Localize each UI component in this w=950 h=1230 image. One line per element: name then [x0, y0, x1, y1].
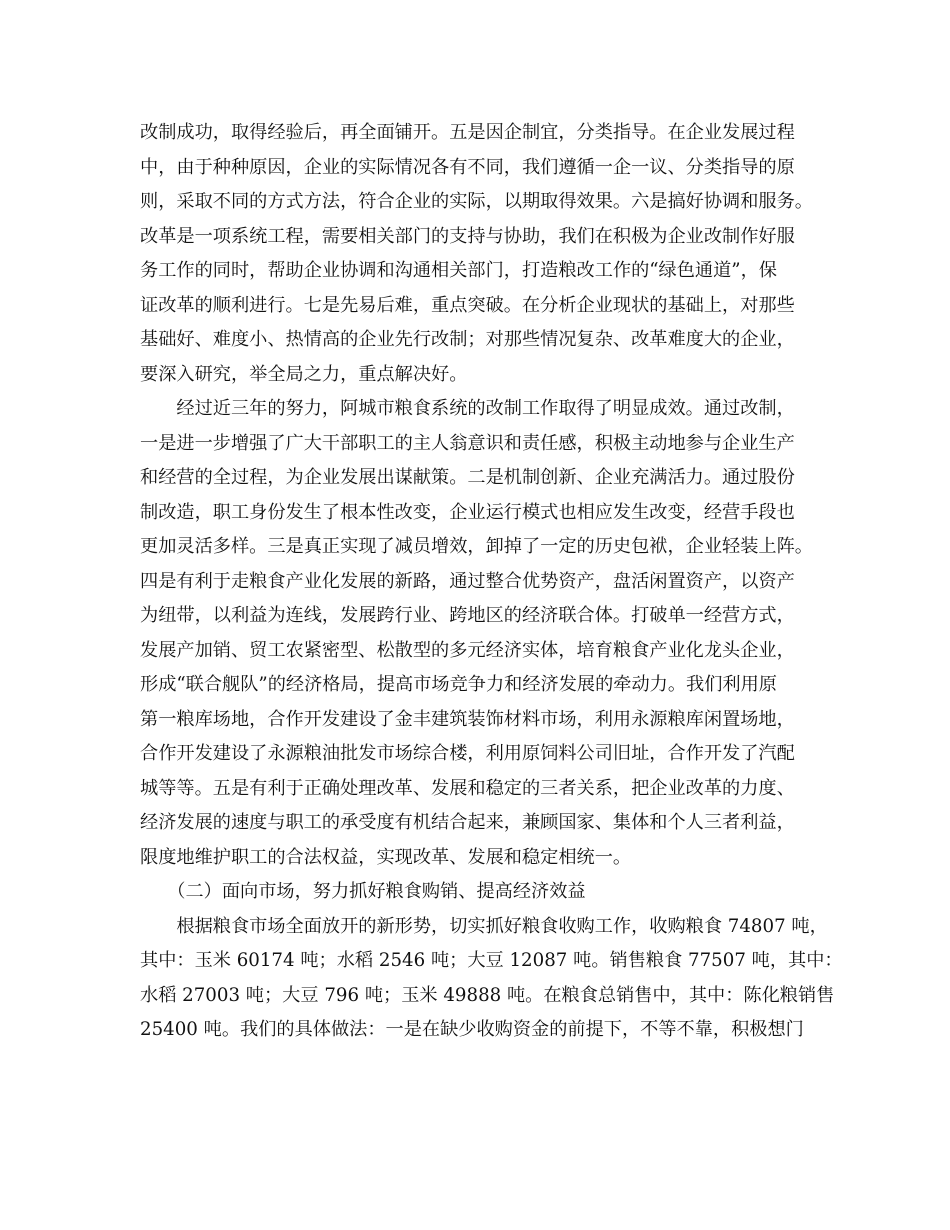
- text-line: 改革是一项系统工程，需要相关部门的支持与协助，我们在积极为企业改制作好服: [140, 225, 795, 247]
- text-line: 水稻 27003 吨；大豆 796 吨；玉米 49888 吨。在粮食总销售中，其中：陈化粮销售: [140, 984, 835, 1006]
- text-line: 基础好、难度小、热情高的企业先行改制；对那些情况复杂、改革难度大的企业，: [140, 329, 795, 350]
- text-line: 证改革的顺利进行。七是先易后难，重点突破。在分析企业现状的基础上，对那些: [140, 294, 795, 316]
- text-line: 发展产加销、贸工农紧密型、松散型的多元经济实体，培育粮食产业化龙头企业，: [140, 639, 795, 661]
- text-line: 制改造，职工身份发生了根本性改变，企业运行模式也相应发生改变，经营手段也: [140, 501, 795, 523]
- text-line: 为纽带，以利益为连线，发展跨行业、跨地区的经济联合体。打破单一经营方式，: [140, 605, 795, 626]
- text-line: 经过近三年的努力，阿城市粮食系统的改制工作取得了明显成效。通过改制，: [140, 398, 795, 419]
- section-heading: （二）面向市场，努力抓好粮食购销、提高经济效益: [140, 881, 586, 902]
- text-line: 四是有利于走粮食产业化发展的新路，通过整合优势资产，盘活闲置资产，以资产: [140, 570, 795, 592]
- text-line: 则，采取不同的方式方法，符合企业的实际，以期取得效果。六是搞好协调和服务。: [140, 191, 813, 212]
- text-line: 合作开发建设了永源粮油批发市场综合楼，利用原饲料公司旧址，合作开发了汽配: [140, 743, 795, 764]
- document-body: [140, 116, 843, 1048]
- text-line: 经济发展的速度与职工的承受度有机结合起来，兼顾国家、集体和个人三者利益，: [140, 812, 795, 833]
- text-line: 一是进一步增强了广大干部职工的主人翁意识和责任感，积极主动地参与企业生产: [140, 432, 795, 454]
- text-line: 和经营的全过程，为企业发展出谋献策。二是机制创新、企业充满活力。通过股份: [140, 467, 795, 488]
- text-line: 务工作的同时，帮助企业协调和沟通相关部门，打造粮改工作的“绿色通道”，保: [140, 260, 777, 281]
- text-line: 要深入研究，举全局之力，重点解决好。: [140, 363, 468, 385]
- text-line: 根据粮食市场全面放开的新形势，切实抓好粮食收购工作，收购粮食 74807 吨，: [140, 915, 828, 937]
- text-line: 25400 吨。我们的具体做法：一是在缺少收购资金的前提下，不等不靠，积极想门: [140, 1019, 804, 1040]
- text-line: 其中：玉米 60174 吨；水稻 2546 吨；大豆 12087 吨。销售粮食 77507 吨，其中：: [140, 950, 843, 971]
- text-line: 限度地维护职工的合法权益，实现改革、发展和稳定相统一。: [140, 846, 632, 868]
- text-line: 中，由于种种原因，企业的实际情况各有不同，我们遵循一企一议、分类指导的原: [140, 156, 795, 178]
- text-line: 城等等。五是有利于正确处理改革、发展和稳定的三者关系，把企业改革的力度、: [140, 777, 795, 799]
- text-line: 第一粮库场地，合作开发建设了金丰建筑装饰材料市场，利用永源粮库闲置场地，: [140, 708, 795, 730]
- text-line: 形成“联合舰队”的经济格局，提高市场竞争力和经济发展的牵动力。我们利用原: [140, 674, 777, 695]
- text-line: 更加灵活多样。三是真正实现了减员增效，卸掉了一定的历史包袱，企业轻装上阵。: [140, 536, 813, 557]
- text-line: 改制成功，取得经验后，再全面铺开。五是因企制宜，分类指导。在企业发展过程: [140, 122, 795, 143]
